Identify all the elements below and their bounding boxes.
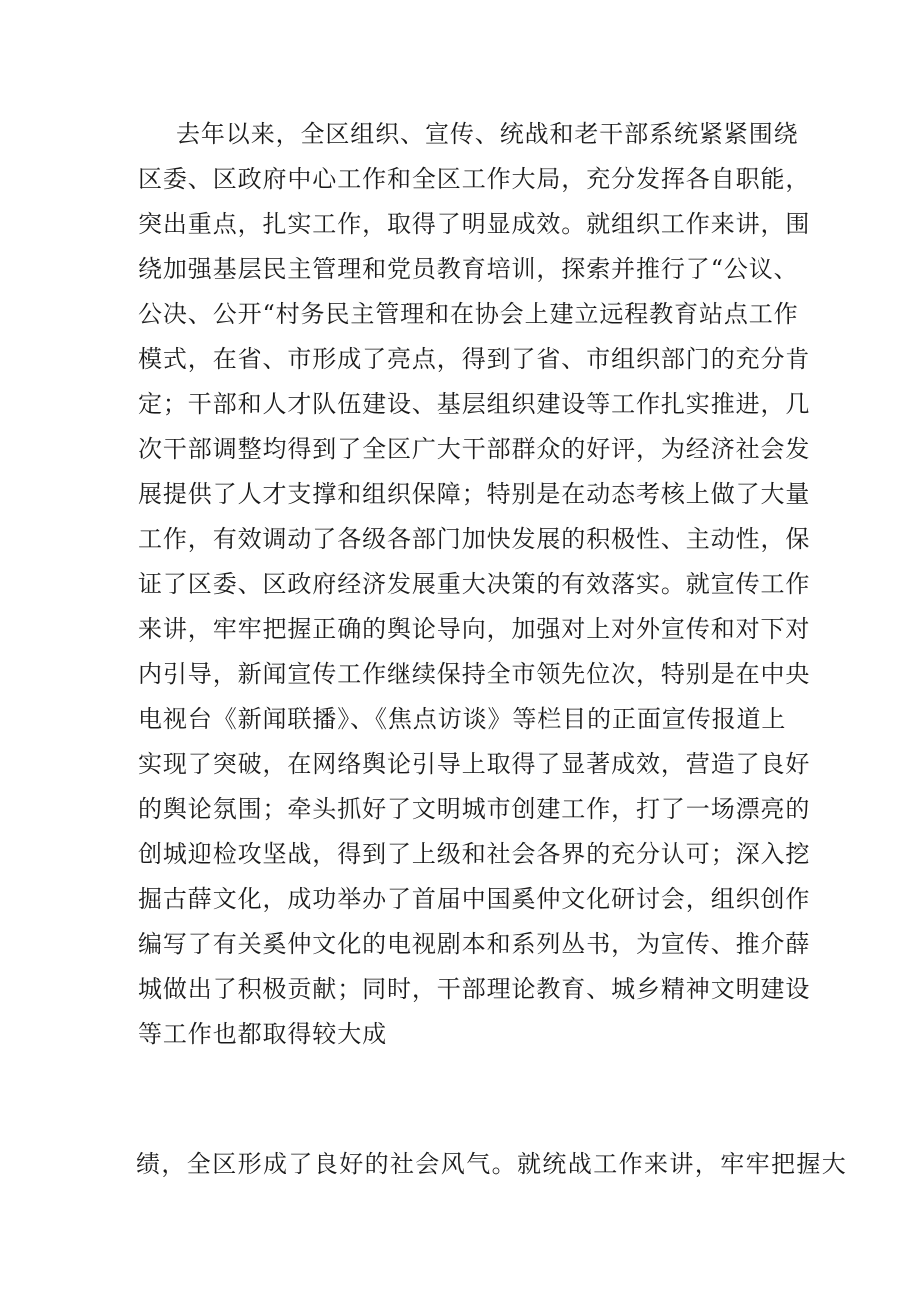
text-line: 工作，有效调动了各级各部门加快发展的积极性、主动性，保: [138, 525, 811, 553]
text-line: 掘古薛文化，成功举办了首届中国奚仲文化研讨会，组织创作: [138, 885, 811, 913]
text-line: 证了区委、区政府经济发展重大决策的有效落实。就宣传工作: [138, 570, 811, 598]
text-line: 城做出了积极贡献；同时，干部理论教育、城乡精神文明建设: [138, 975, 811, 1003]
text-line: 绕加强基层民主管理和党员教育培训，探索并推行了“公议、: [138, 255, 799, 283]
text-line: 定；干部和人才队伍建设、基层组织建设等工作扎实推进，几: [138, 390, 811, 418]
text-line: 编写了有关奚仲文化的电视剧本和系列丛书，为宣传、推介薛: [138, 930, 811, 958]
text-line: 去年以来，全区组织、宣传、统战和老干部系统紧紧围绕: [176, 120, 799, 148]
body-paragraph: [136, 1142, 848, 1187]
text-line: 实现了突破，在网络舆论引导上取得了显著成效，营造了良好: [138, 750, 811, 778]
text-line: 绩，全区形成了良好的社会风气。就统战工作来讲，牢牢把握大: [136, 1150, 848, 1178]
text-line: 模式，在省、市形成了亮点，得到了省、市组织部门的充分肯: [138, 345, 811, 373]
text-line: 来讲，牢牢把握正确的舆论导向，加强对上对外宣传和对下对: [138, 615, 811, 643]
text-line: 公决、公开“村务民主管理和在协会上建立远程教育站点工作: [138, 300, 799, 328]
text-line: 的舆论氛围；牵头抓好了文明城市创建工作，打了一场漂亮的: [138, 795, 811, 823]
text-line: 展提供了人才支撑和组织保障；特别是在动态考核上做了大量: [138, 480, 811, 508]
text-line: 次干部调整均得到了全区广大干部群众的好评，为经济社会发: [138, 435, 811, 463]
text-line: 电视台《新闻联播》、《焦点访谈》等栏目的正面宣传报道上: [138, 705, 787, 733]
text-line: 内引导，新闻宣传工作继续保持全市领先位次，特别是在中央: [138, 660, 811, 688]
text-line: 创城迎检攻坚战，得到了上级和社会各界的充分认可；深入挖: [138, 840, 811, 868]
body-paragraph: [138, 112, 811, 1057]
text-line: 等工作也都取得较大成: [138, 1020, 387, 1048]
text-line: 突出重点，扎实工作，取得了明显成效。就组织工作来讲，围: [138, 210, 811, 238]
text-line: 区委、区政府中心工作和全区工作大局，充分发挥各自职能，: [138, 165, 811, 193]
